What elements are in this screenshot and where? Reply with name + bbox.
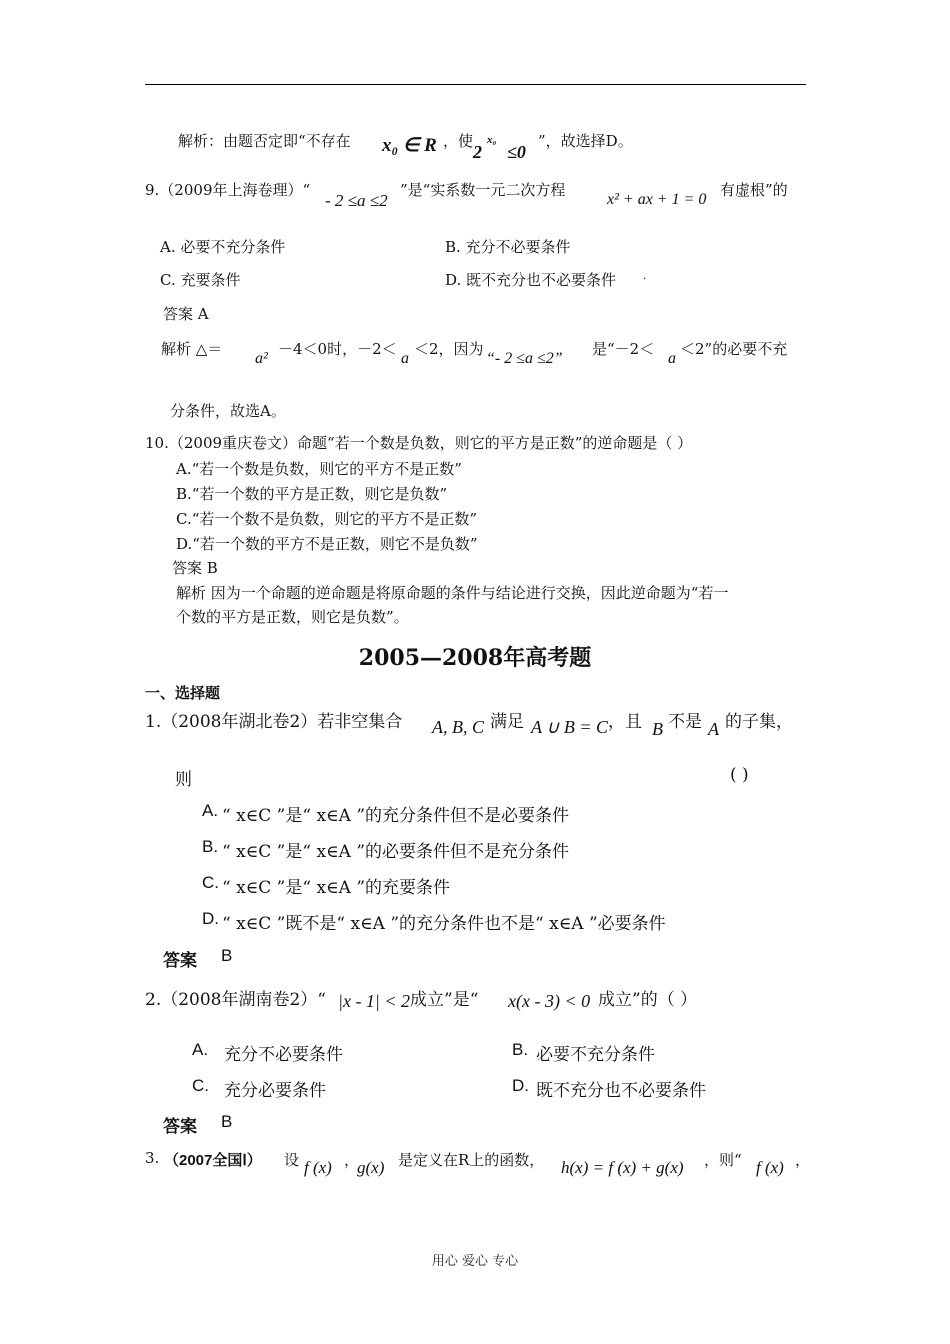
q9-analysis-math-3: “- 2 ≤a ≤2” (486, 350, 563, 367)
s1-option-b: “ x∈C ”是“ x∈A ”的必要条件但不是充分条件 (222, 842, 570, 862)
s2-answer: B (221, 1112, 233, 1131)
s1-answer-paren: ( ) (730, 765, 749, 785)
q9-analysis-d: 是“－2＜ (592, 340, 655, 358)
s1-text-2: ，且 (608, 712, 642, 732)
section-title: 2005—2008年高考题 (358, 645, 592, 671)
s2-option-a: 充分不必要条件 (224, 1045, 343, 1065)
s2-option-c-label: C. (192, 1076, 209, 1095)
s2-answer-label: 答案 (163, 1117, 197, 1136)
q9-option-b: B. 充分不必要条件 (445, 238, 571, 256)
s3-text-2: 是定义在R上的函数， (398, 1151, 545, 1169)
s3-math-g: g(x) (357, 1158, 385, 1177)
s3-source: （2007全国Ⅰ） (164, 1152, 262, 1169)
s2-text-1: 成立”是“ (410, 990, 479, 1010)
header-rule (145, 84, 806, 85)
q9-math-condition: - 2 ≤a ≤2 (325, 191, 388, 210)
q10-stem: 10.（2009重庆卷文）命题“若一个数是负数，则它的平方是正数”的逆命题是（ ） (145, 434, 693, 452)
s3-comma: ， (344, 1151, 360, 1169)
s1-text-1: 满足 (490, 712, 524, 732)
q9-answer: 答案 A (163, 305, 209, 323)
q9-analysis-math-4: a (668, 350, 676, 367)
s1-answer-label: 答案 (163, 951, 197, 970)
q9-analysis-math-1: a² (255, 350, 268, 367)
s1-math-sets: A, B, C (432, 717, 484, 737)
s2-option-b: 必要不充分条件 (536, 1045, 655, 1065)
s1-math-b: B (652, 719, 663, 739)
s2-text-2: 成立”的（ ） (598, 990, 698, 1010)
q10-analysis-line1: 解析 因为一个命题的逆命题是将原命题的条件与结论进行交换，因此逆命题为“若一 (176, 584, 729, 602)
s2-option-a-label: A. (192, 1040, 209, 1059)
s1-then: 则 (175, 770, 192, 790)
s2-option-d-label: D. (512, 1076, 529, 1095)
q10-option-b: B.“若一个数的平方是正数，则它是负数” (176, 485, 448, 503)
p8-analysis-math-2: 2 (473, 142, 482, 162)
s1-prefix: 1.（2008年湖北卷2）若非空集合 (145, 712, 403, 732)
s1-text-3: 不是 (668, 712, 702, 732)
s1-text-4: 的子集， (725, 712, 793, 732)
q10-option-a: A.“若一个数是负数，则它的平方不是正数” (176, 460, 462, 478)
q10-analysis-line2: 个数的平方是正数，则它是负数”。 (176, 608, 409, 626)
page-footer: 用心 爱心 专心 (431, 1254, 519, 1269)
s3-text-3: ，则“ (704, 1151, 742, 1169)
q9-option-d: D. 既不充分也不必要条件 (445, 271, 617, 289)
section-subtitle: 一、选择题 (145, 685, 221, 702)
q9-mid-text: ”是“实系数一元二次方程 (400, 181, 566, 199)
q10-option-d: D.“若一个数的平方不是正数，则它不是负数” (176, 535, 478, 553)
p8-analysis-math-3: ≤0 (507, 142, 526, 162)
s3-math-h: h(x) = f (x) + g(x) (561, 1158, 684, 1177)
p8-analysis-text-b: ，使 (443, 132, 474, 150)
s1-option-d: “ x∈C ”既不是“ x∈A ”的充分条件也不是“ x∈A ”必要条件 (222, 914, 666, 934)
s3-math-f: f (x) (304, 1158, 332, 1177)
s1-option-d-label: D. (202, 909, 219, 928)
s2-math-product: x(x - 3) < 0 (508, 991, 591, 1011)
q9-option-d-mark: . (643, 271, 647, 282)
q9-math-equation: x² + ax + 1 = 0 (607, 191, 707, 208)
s2-prefix: 2.（2008年湖南卷2）“ (145, 990, 326, 1010)
q9-analysis-b: －4＜0时，－2＜ (278, 340, 397, 358)
q9-analysis-math-2: a (401, 350, 409, 367)
q9-analysis-a: 解析 △＝ (161, 340, 223, 358)
q9-tail: 有虚根”的 (720, 181, 788, 199)
s1-answer: B (221, 946, 233, 965)
q9-prefix: 9.（2009年上海卷理）“ (145, 181, 311, 199)
s1-option-a: “ x∈C ”是“ x∈A ”的充分条件但不是必要条件 (222, 806, 570, 826)
p8-analysis-text-a: 解析：由题否定即“不存在 (178, 132, 351, 150)
p8-analysis-math-2-sup: x₀ (487, 134, 497, 146)
s1-option-c-label: C. (202, 873, 219, 892)
q9-analysis-e: ＜2”的必要不充 (680, 340, 788, 358)
s1-option-a-label: A. (202, 801, 219, 820)
s3-text-1: 设 (284, 1151, 300, 1169)
q10-option-c: C.“若一个数不是负数，则它的平方不是正数” (176, 510, 478, 528)
s2-option-d: 既不充分也不必要条件 (536, 1081, 706, 1101)
q10-answer: 答案 B (172, 559, 218, 577)
q9-analysis-c: ＜2，因为 (414, 340, 484, 358)
s2-option-b-label: B. (512, 1040, 529, 1059)
q9-option-a: A. 必要不充分条件 (160, 238, 286, 256)
s1-option-c: “ x∈C ”是“ x∈A ”的充要条件 (222, 878, 451, 898)
s3-math-f2: f (x) (756, 1158, 784, 1177)
p8-analysis-math-1: x₀ ∈ R (382, 135, 437, 156)
p8-analysis-text-c: ”，故选择D。 (538, 132, 633, 150)
q9-analysis-line2: 分条件，故选A。 (170, 402, 286, 420)
s1-option-b-label: B. (202, 837, 219, 856)
s1-math-union: A ∪ B = C (531, 717, 608, 737)
s3-text-4: ， (795, 1151, 811, 1169)
q9-option-c: C. 充要条件 (160, 271, 241, 289)
s2-option-c: 充分必要条件 (224, 1081, 326, 1101)
s2-math-abs: |x - 1| < 2 (338, 991, 411, 1011)
s1-math-a: A (708, 719, 719, 739)
s3-prefix: 3. (145, 1149, 160, 1167)
